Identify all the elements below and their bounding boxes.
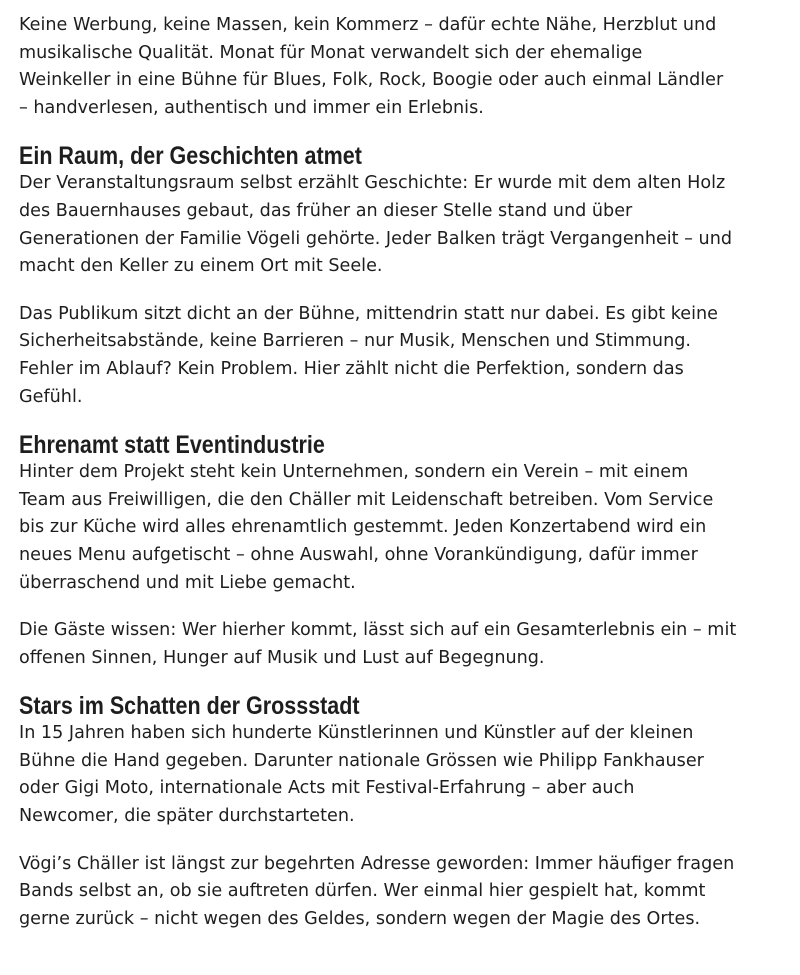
text-line: Das Publikum sitzt dicht an der Bühne, mittendrin statt nur dabei. Es gibt keine — [19, 303, 718, 324]
text-line: Gefühl. — [19, 386, 83, 407]
section-heading-ein-raum: Ein Raum, der Geschichten atmet — [19, 142, 362, 171]
text-line: Bands selbst an, ob sie auftreten dürfen. Wer einmal hier gespielt hat, kommt — [19, 881, 706, 902]
text-line: Weinkeller in eine Bühne für Blues, Folk, Rock, Boogie oder auch einmal Ländler — [19, 70, 724, 91]
text-line: bis zur Küche wird alles ehrenamtlich gestemmt. Jeden Konzertabend wird ein — [19, 517, 707, 538]
intro-paragraph — [19, 12, 789, 122]
text-line: Generationen der Familie Vögeli gehörte. Jeder Balken trägt Vergangenheit – und — [19, 228, 733, 249]
section-paragraph — [19, 170, 789, 280]
article-body — [19, 12, 789, 953]
section-heading-stars: Stars im Schatten der Grossstadt — [19, 692, 360, 721]
text-line: des Bauernhauses gebaut, das früher an dieser Stelle stand und über — [19, 200, 633, 221]
text-line: macht den Keller zu einem Ort mit Seele. — [19, 256, 383, 277]
text-line: Sicherheitsabstände, keine Barrieren – nur Musik, Menschen und Stimmung. — [19, 331, 691, 352]
text-line: Die Gäste wissen: Wer hierher kommt, lässt sich auf ein Gesamterlebnis ein – mit — [19, 620, 737, 641]
text-line: Fehler im Ablauf? Kein Problem. Hier zählt nicht die Perfektion, sondern das — [19, 358, 684, 379]
text-line: oder Gigi Moto, internationale Acts mit Festival-Erfahrung – aber auch — [19, 778, 635, 799]
section-paragraph — [19, 459, 789, 597]
text-line: Team aus Freiwilligen, die den Chäller mit Leidenschaft betreiben. Vom Service — [19, 489, 714, 510]
text-line: – handverlesen, authentisch und immer ein Erlebnis. — [19, 97, 484, 118]
section-paragraph — [19, 301, 789, 411]
section-heading-ehrenamt: Ehrenamt statt Eventindustrie — [19, 431, 325, 460]
text-line: Keine Werbung, keine Massen, kein Kommerz – dafür echte Nähe, Herzblut und — [19, 15, 717, 35]
section-paragraph — [19, 851, 789, 934]
text-line: Newcomer, die später durchstarteten. — [19, 806, 355, 827]
section-paragraph — [19, 617, 789, 672]
text-line: Vögi’s Chäller ist längst zur begehrten Adresse geworden: Immer häufiger fragen — [19, 853, 735, 874]
text-line: überraschend und mit Liebe gemacht. — [19, 572, 356, 593]
text-line: neues Menu aufgetischt – ohne Auswahl, ohne Vorankündigung, dafür immer — [19, 544, 698, 565]
text-line: Der Veranstaltungsraum selbst erzählt Geschichte: Er wurde mit dem alten Holz — [19, 173, 726, 194]
text-line: Hinter dem Projekt steht kein Unternehmen, sondern ein Verein – mit einem — [19, 462, 689, 483]
section-paragraph — [19, 720, 789, 830]
text-line: musikalische Qualität. Monat für Monat verwandelt sich der ehemalige — [19, 42, 643, 63]
text-line: offenen Sinnen, Hunger auf Musik und Lust auf Begegnung. — [19, 647, 545, 668]
text-line: In 15 Jahren haben sich hunderte Künstlerinnen und Künstler auf der kleinen — [19, 723, 694, 744]
text-line: gerne zurück – nicht wegen des Geldes, sondern wegen der Magie des Ortes. — [19, 908, 701, 929]
text-line: Bühne die Hand gegeben. Darunter nationale Grössen wie Philipp Fankhauser — [19, 750, 704, 771]
